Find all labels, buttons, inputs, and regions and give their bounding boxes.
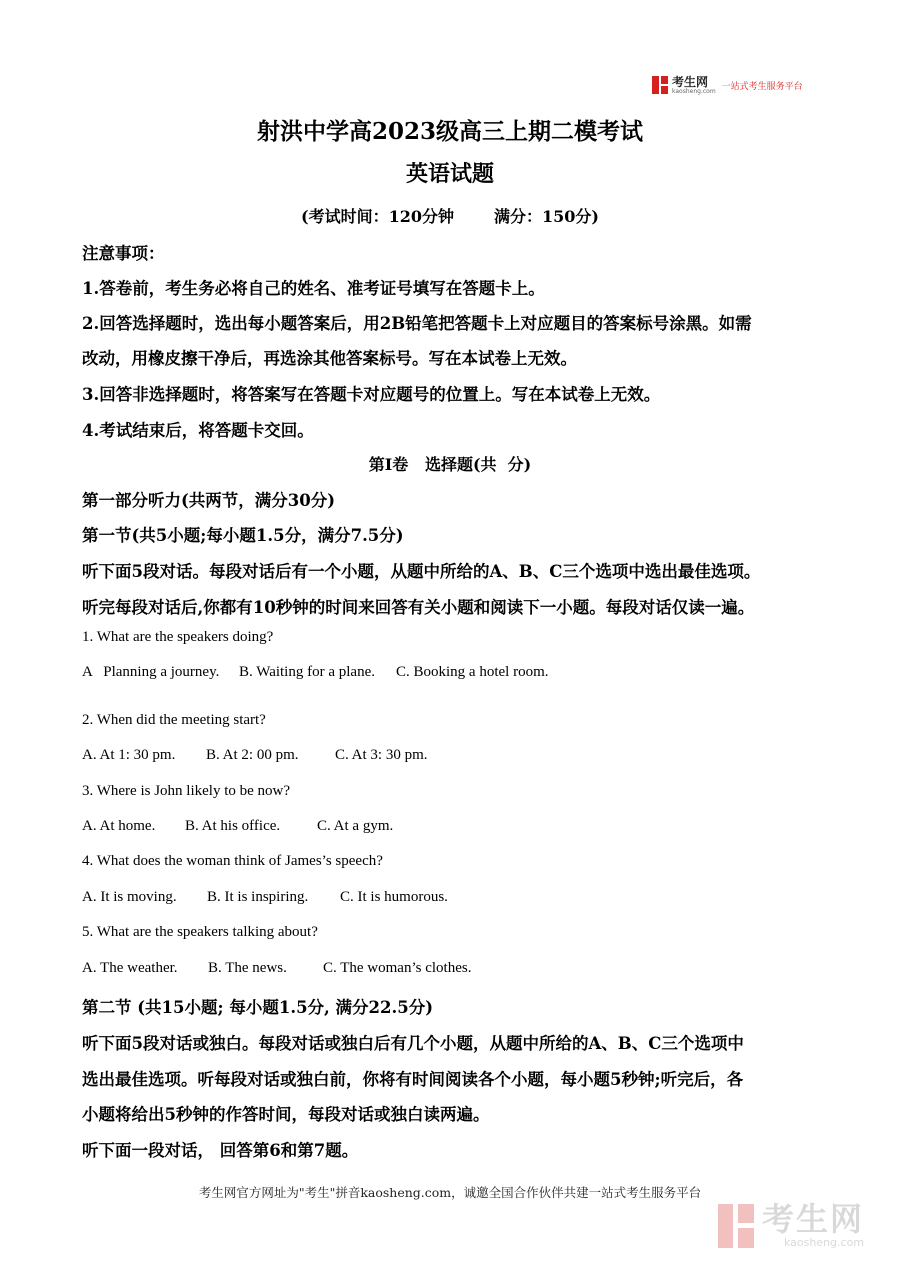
watermark-logo-icon: [718, 1204, 754, 1248]
exam-info: [0, 204, 900, 227]
note-item-4: 4.考试结束后，将答题卡交回。: [82, 421, 314, 440]
exam-time: (考试时间：120分钟: [301, 207, 454, 226]
option-b: B. At his office.: [185, 818, 281, 834]
brand-cn: 考生网: [672, 74, 709, 89]
watermark-en: kaosheng.com: [783, 1236, 865, 1249]
notes-heading: 注意事项：: [82, 244, 165, 263]
option-c: C. It is humorous.: [340, 889, 448, 905]
exam-score: 满分：150分): [494, 207, 599, 226]
brand-en: kaosheng.com: [672, 87, 716, 95]
subject-title: 英语试题: [405, 161, 494, 187]
option-a: A. At home.: [82, 818, 156, 834]
options-2: [82, 747, 428, 764]
option-a: A Planning a journey.: [82, 664, 220, 680]
part1-title: 第一部分听力(共两节，满分30分): [82, 491, 336, 510]
question-2: 2. When did the meeting start?: [82, 712, 266, 728]
sec2-instruction-4: 听下面一段对话， 回答第6和第7题。: [82, 1141, 359, 1160]
option-c: C. At 3: 30 pm.: [335, 747, 428, 763]
sec2-instruction-2: 选出最佳选项。听每段对话或独白前，你将有时间阅读各个小题，每小题5秒钟;听完后，各: [82, 1070, 744, 1089]
sec2-instruction-1: 听下面5段对话或独白。每段对话或独白后有几个小题，从题中所给的A、B、C三个选项中: [82, 1034, 744, 1053]
options-3: [82, 818, 393, 835]
option-a: A. The weather.: [82, 960, 178, 976]
brand-slogan: 一站式考生服务平台: [721, 81, 803, 92]
option-a: A. At 1: 30 pm.: [82, 747, 176, 763]
note-item-1: 1.答卷前，考生务必将自己的姓名、准考证号填写在答题卡上。: [82, 279, 545, 298]
options-1: [82, 664, 549, 681]
question-5: 5. What are the speakers talking about?: [82, 924, 318, 940]
sec1-title: 第一节(共5小题;每小题1.5分，满分7.5分): [82, 526, 404, 545]
option-b: B. It is inspiring.: [207, 889, 309, 905]
option-a: A. It is moving.: [82, 889, 177, 905]
options-5: [82, 960, 471, 977]
section-title: 第I卷 选择题(共 分): [368, 455, 532, 474]
sec1-instruction-2: 听完每段对话后,你都有10秒钟的时间来回答有关小题和阅读下一小题。每段对话仅读一遍。: [82, 598, 755, 617]
question-1: 1. What are the speakers doing?: [82, 629, 274, 645]
page-footer: 考生网官方网址为"考生"拼音kaosheng.com，诚邀全国合作伙伴共建一站式考生服务平台: [198, 1185, 702, 1200]
option-c: C. Booking a hotel room.: [396, 664, 549, 680]
watermark-cn: 考生网: [762, 1200, 865, 1238]
header-logo: [652, 74, 803, 96]
option-b: B. The news.: [208, 960, 287, 976]
watermark: [718, 1200, 865, 1249]
option-c: C. The woman’s clothes.: [323, 960, 472, 976]
options-4: [82, 889, 448, 906]
sec2-instruction-3: 小题将给出5秒钟的作答时间，每段对话或独白读两遍。: [82, 1105, 490, 1124]
question-3: 3. Where is John likely to be now?: [82, 783, 291, 799]
note-item-2b: 改动，用橡皮擦干净后，再选涂其他答案标号。写在本试卷上无效。: [82, 349, 577, 368]
option-b: B. At 2: 00 pm.: [206, 747, 299, 763]
brand-name: [672, 76, 716, 95]
note-item-3: 3.回答非选择题时，将答案写在答题卡对应题号的位置上。写在本试卷上无效。: [82, 385, 661, 404]
exam-title: 射洪中学高2023级高三上期二模考试: [256, 118, 643, 145]
note-item-2a: 2.回答选择题时，选出每小题答案后，用2B铅笔把答题卡上对应题目的答案标号涂黑。如需: [82, 314, 752, 333]
sec2-title: 第二节 (共15小题; 每小题1.5分, 满分22.5分): [82, 998, 434, 1017]
kaosheng-logo-icon: [652, 76, 668, 94]
option-c: C. At a gym.: [317, 818, 394, 834]
option-b: B. Waiting for a plane.: [239, 664, 375, 680]
question-4: 4. What does the woman think of James’s speech?: [82, 853, 383, 869]
sec1-instruction-1: 听下面5段对话。每段对话后有一个小题，从题中所给的A、B、C三个选项中选出最佳选项。: [82, 562, 761, 581]
